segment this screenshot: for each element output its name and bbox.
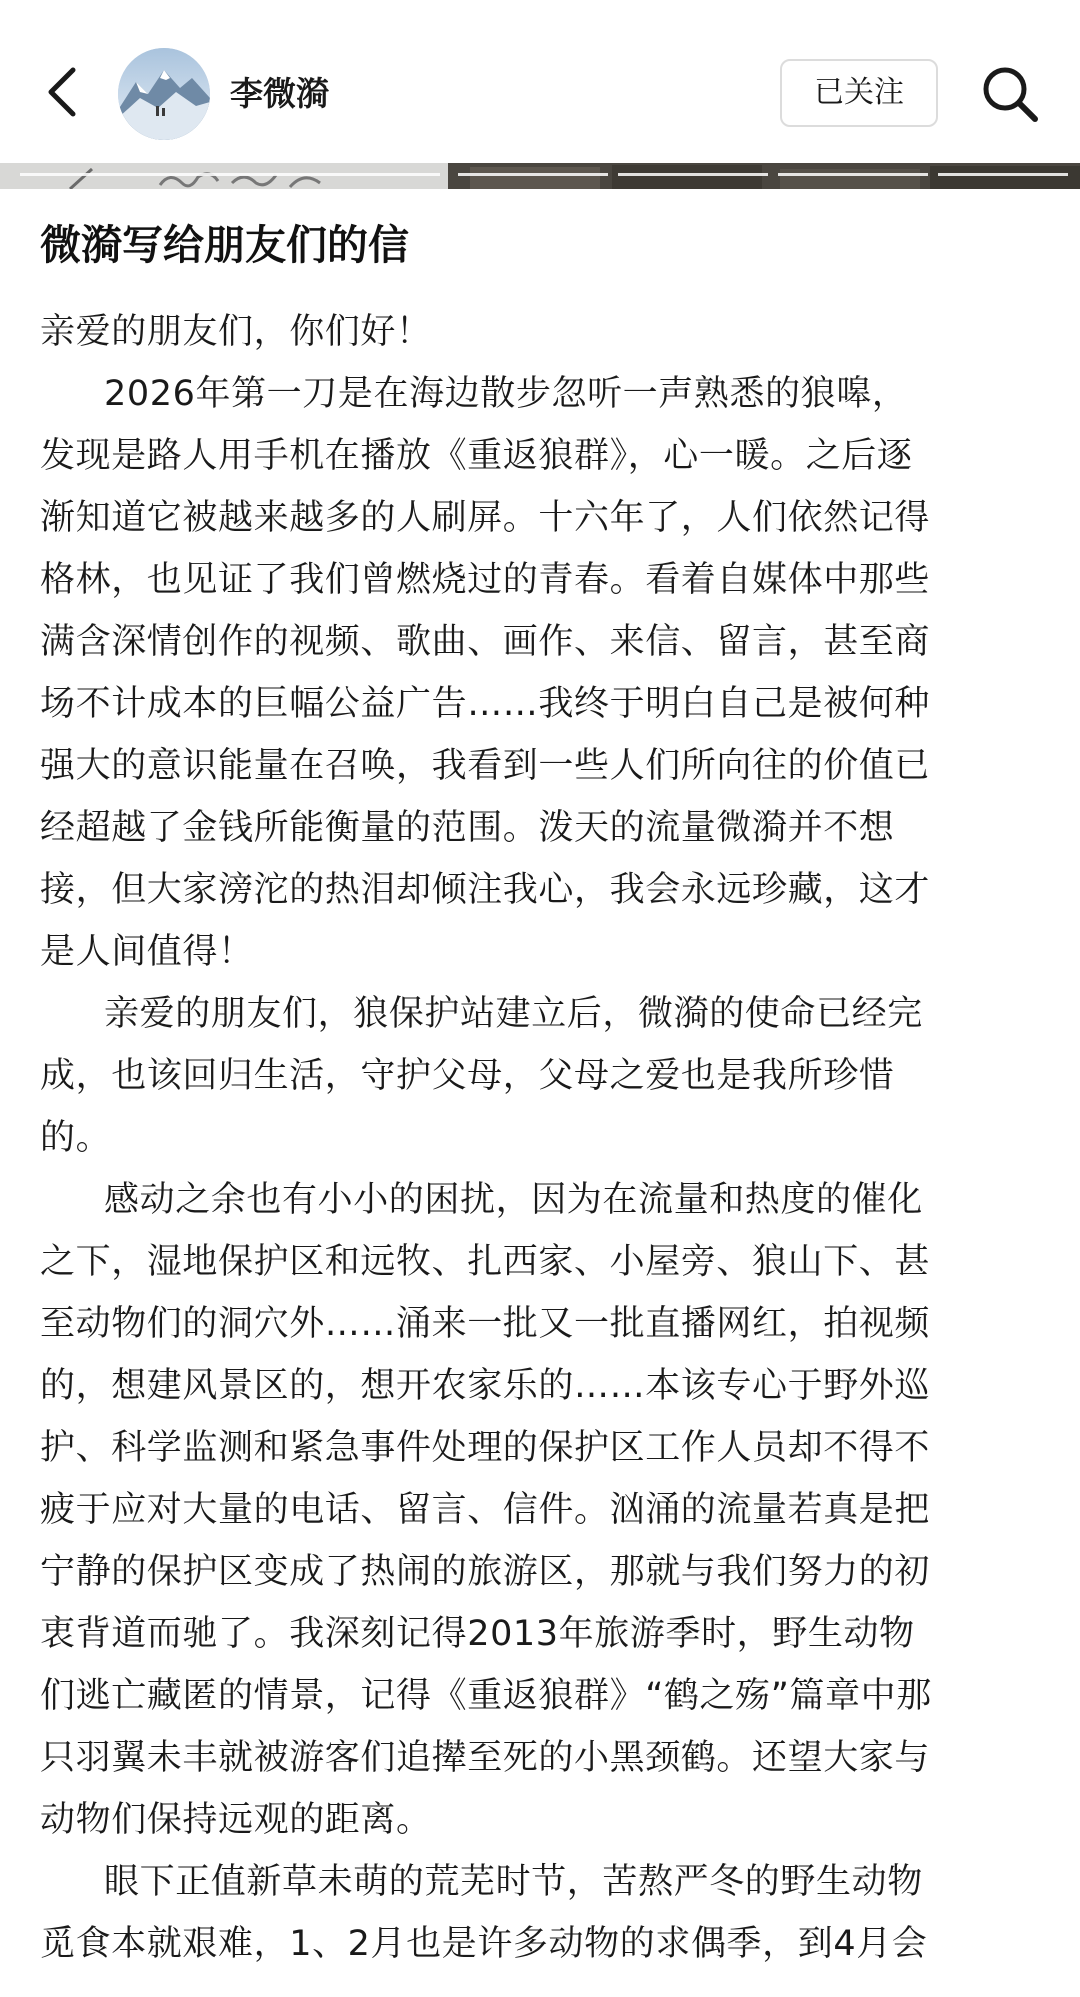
article-line: 觅食本就艰难，1、2月也是许多动物的求偶季，到4月会 [40,1924,928,1964]
article-line: 接，但大家滂沱的热泪却倾注我心，我会永远珍藏，这才 [40,870,931,910]
avatar-image [118,48,210,140]
article-line: 们逃亡藏匿的情景，记得《重返狼群》“鹤之殇”篇章中那 [40,1676,932,1716]
article-line: 动物们保持远观的距离。 [40,1800,432,1840]
article [0,189,1080,1997]
article-line: 发现是路人用手机在播放《重返狼群》，心一暖。之后逐 [40,436,913,476]
article-line: 强大的意识能量在召唤，我看到一些人们所向往的价值已 [40,746,931,786]
article-line: 至动物们的洞穴外……涌来一批又一批直播网红，拍视频 [40,1304,931,1344]
article-line: 疲于应对大量的电话、留言、信件。汹涌的流量若真是把 [40,1490,931,1530]
article-line: 眼下正值新草未萌的荒芜时节，苦熬严冬的野生动物 [104,1862,923,1902]
article-line: 只羽翼未丰就被游客们追撵至死的小黑颈鹤。还望大家与 [40,1738,931,1778]
cover-image-strip [0,163,1080,189]
article-title: 微漪写给朋友们的信 [40,221,409,269]
article-body [40,301,1040,1975]
article-line: 经超越了金钱所能衡量的范围。泼天的流量微漪并不想 [40,808,895,848]
cover-image [0,163,1080,189]
username[interactable]: 李微漪 [230,74,329,113]
top-navigation-bar [0,0,1080,163]
article-line: 感动之余也有小小的困扰，因为在流量和热度的催化 [104,1180,923,1220]
article-line: 护、科学监测和紧急事件处理的保护区工作人员却不得不 [40,1428,931,1468]
article-line: 之下，湿地保护区和远牧、扎西家、小屋旁、狼山下、甚 [40,1242,931,1282]
avatar[interactable] [118,48,210,140]
article-line: 渐知道它被越来越多的人刷屏。十六年了，人们依然记得 [40,498,931,538]
article-line: 满含深情创作的视频、歌曲、画作、来信、留言，甚至商 [40,622,931,662]
search-button[interactable] [978,62,1042,126]
article-line: 是人间值得！ [40,932,254,972]
chevron-left-icon [45,66,79,118]
article-line: 格林，也见证了我们曾燃烧过的青春。看着自媒体中那些 [40,560,931,600]
search-icon [978,62,1042,126]
back-button[interactable] [36,62,88,122]
article-line: 宁静的保护区变成了热闹的旅游区，那就与我们努力的初 [40,1552,931,1592]
article-line: 2026年第一刀是在海边散步忽听一声熟悉的狼嗥， [104,374,908,414]
article-line: 成，也该回归生活，守护父母，父母之爱也是我所珍惜 [40,1056,895,1096]
article-line: 场不计成本的巨幅公益广告……我终于明白自己是被何种 [40,684,931,724]
follow-button[interactable]: 已关注 [780,59,938,127]
article-line: 亲爱的朋友们，狼保护站建立后，微漪的使命已经完 [104,994,923,1034]
article-line: 的。 [40,1118,112,1158]
article-line: 衷背道而驰了。我深刻记得2013年旅游季时，野生动物 [40,1614,915,1654]
article-line: 的，想建风景区的，想开农家乐的……本该专心于野外巡 [40,1366,931,1406]
article-line: 亲爱的朋友们，你们好！ [40,312,432,352]
